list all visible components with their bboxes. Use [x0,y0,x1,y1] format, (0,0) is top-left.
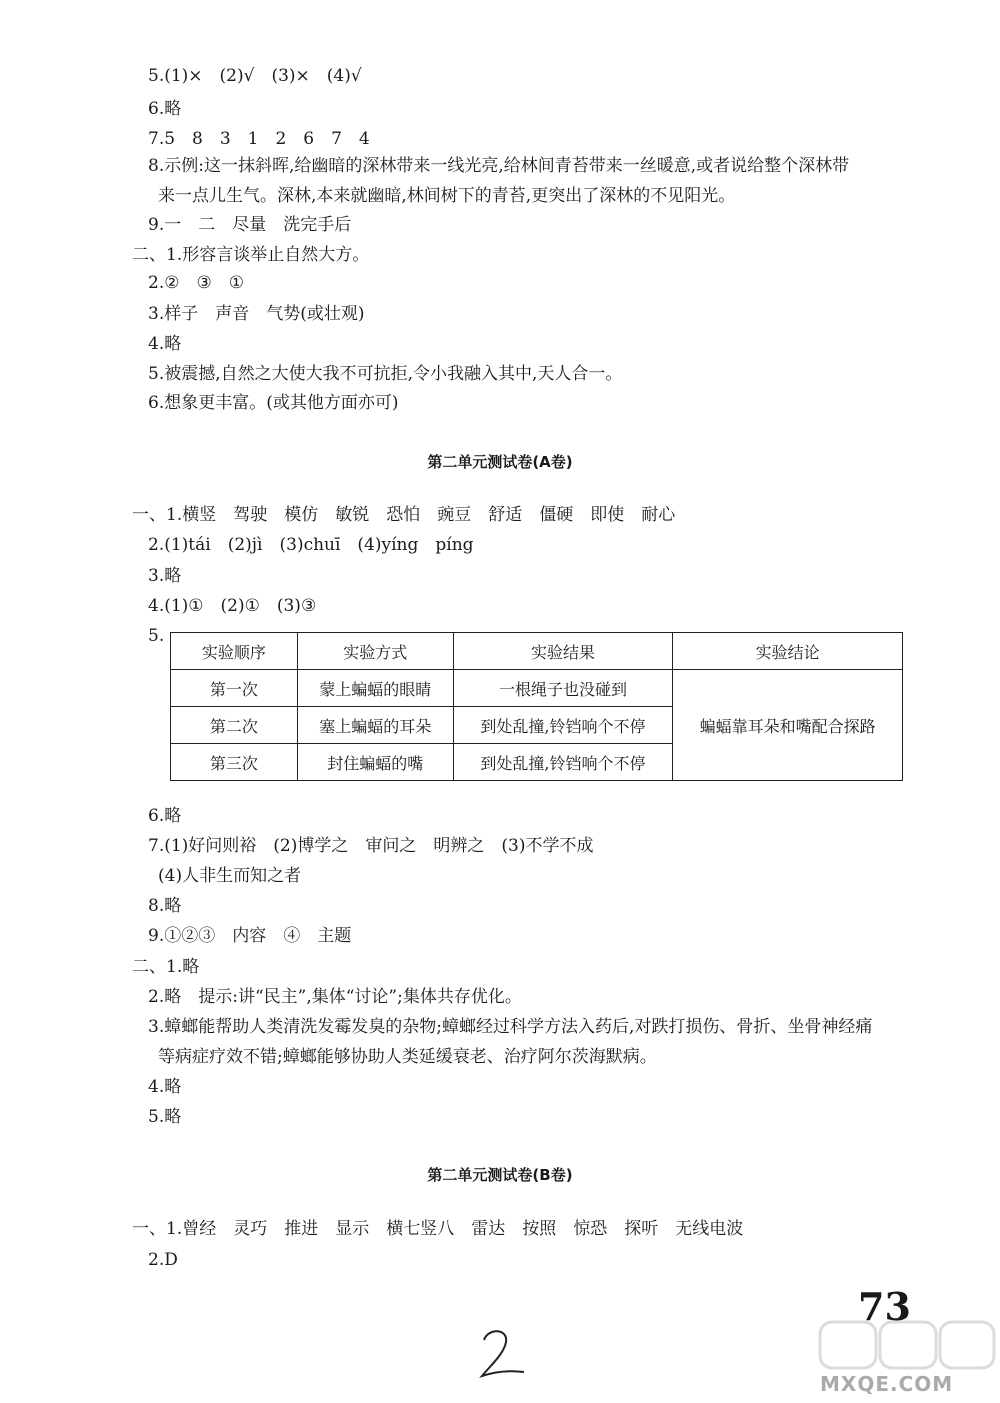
table-header-cell: 实验结论 [673,633,903,670]
answer-line: 2.D [148,1250,178,1270]
answer-line: 9.①②③ 内容 ④ 主题 [148,926,352,946]
answer-line: 二、1.形容言谈举止自然大方。 [132,245,370,265]
answer-line: 7.(1)好问则裕 (2)博学之 审问之 明辨之 (3)不学不成 [148,836,594,856]
answer-line: 5.(1)× (2)√ (3)× (4)√ [148,66,362,86]
table-header-cell: 实验方式 [297,633,453,670]
table-header-cell: 实验结果 [453,633,673,670]
answer-line: 4.略 [148,334,182,354]
table-cell: 封住蝙蝠的嘴 [297,744,453,781]
answer-line: 7.5 8 3 1 2 6 7 4 [148,129,370,149]
handwritten-mark [478,1326,526,1380]
page-number: 73 [858,1284,911,1329]
table-label: 5. [148,626,165,646]
answer-line: (4)人非生而知之者 [158,866,302,886]
table-cell: 第二次 [171,707,298,744]
table-header-cell: 实验顺序 [171,633,298,670]
answer-line: 3.样子 声音 气势(或壮观) [148,304,365,324]
table-cell: 蒙上蝙蝠的眼睛 [297,670,453,707]
answer-line: 6.略 [148,806,182,826]
table-cell: 到处乱撞,铃铛响个不停 [453,707,673,744]
watermark-text: MXQE.COM [820,1372,954,1396]
table-cell: 第三次 [171,744,298,781]
answer-line: 2.(1)tái (2)jì (3)chuī (4)yíng píng [148,535,474,555]
answer-line: 8.略 [148,896,182,916]
answer-line: 3.蟑螂能帮助人类清洗发霉发臭的杂物;蟑螂经过科学方法入药后,对跌打损伤、骨折、坐骨神经痛 [148,1017,873,1037]
section-heading-unit2b: 第二单元测试卷(B卷) [427,1166,573,1184]
answer-line: 8.示例:这一抹斜晖,给幽暗的深林带来一线光亮,给林间青苔带来一丝暖意,或者说给整个深林带 [148,156,850,176]
answer-line: 2.② ③ ① [148,273,244,293]
section-heading-unit2a: 第二单元测试卷(A卷) [427,453,573,471]
answer-line: 二、1.略 [132,957,200,977]
table-conclusion-cell: 蝙蝠靠耳朵和嘴配合探路 [673,670,903,781]
table-cell: 第一次 [171,670,298,707]
experiment-table [170,632,903,781]
table-cell: 到处乱撞,铃铛响个不停 [453,744,673,781]
answer-line: 4.(1)① (2)① (3)③ [148,596,317,616]
answer-line: 一、1.曾经 灵巧 推进 显示 横七竖八 雷达 按照 惊恐 探听 无线电波 [132,1219,744,1239]
answer-line: 5.被震撼,自然之大使大我不可抗拒,令小我融入其中,天人合一。 [148,364,623,384]
answer-line: 一、1.横竖 驾驶 模仿 敏锐 恐怕 豌豆 舒适 僵硬 即使 耐心 [132,505,676,525]
answer-line: 3.略 [148,566,182,586]
answer-line: 等病症疗效不错;蟑螂能够协助人类延缓衰老、治疗阿尔茨海默病。 [158,1047,657,1067]
answer-line: 4.略 [148,1077,182,1097]
answer-line: 6.想象更丰富。(或其他方面亦可) [148,393,399,413]
answer-line: 6.略 [148,99,182,119]
table-cell: 塞上蝙蝠的耳朵 [297,707,453,744]
answer-line: 来一点儿生气。深林,本来就幽暗,林间树下的青苔,更突出了深林的不见阳光。 [158,186,736,206]
table-row [171,670,903,707]
answer-line: 2.略 提示:讲“民主”,集体“讨论”;集体共存优化。 [148,987,522,1007]
answer-line: 9.一 二 尽量 洗完手后 [148,215,352,235]
answer-line: 5.略 [148,1107,182,1127]
table-header-row [171,633,903,670]
table-cell: 一根绳子也没碰到 [453,670,673,707]
